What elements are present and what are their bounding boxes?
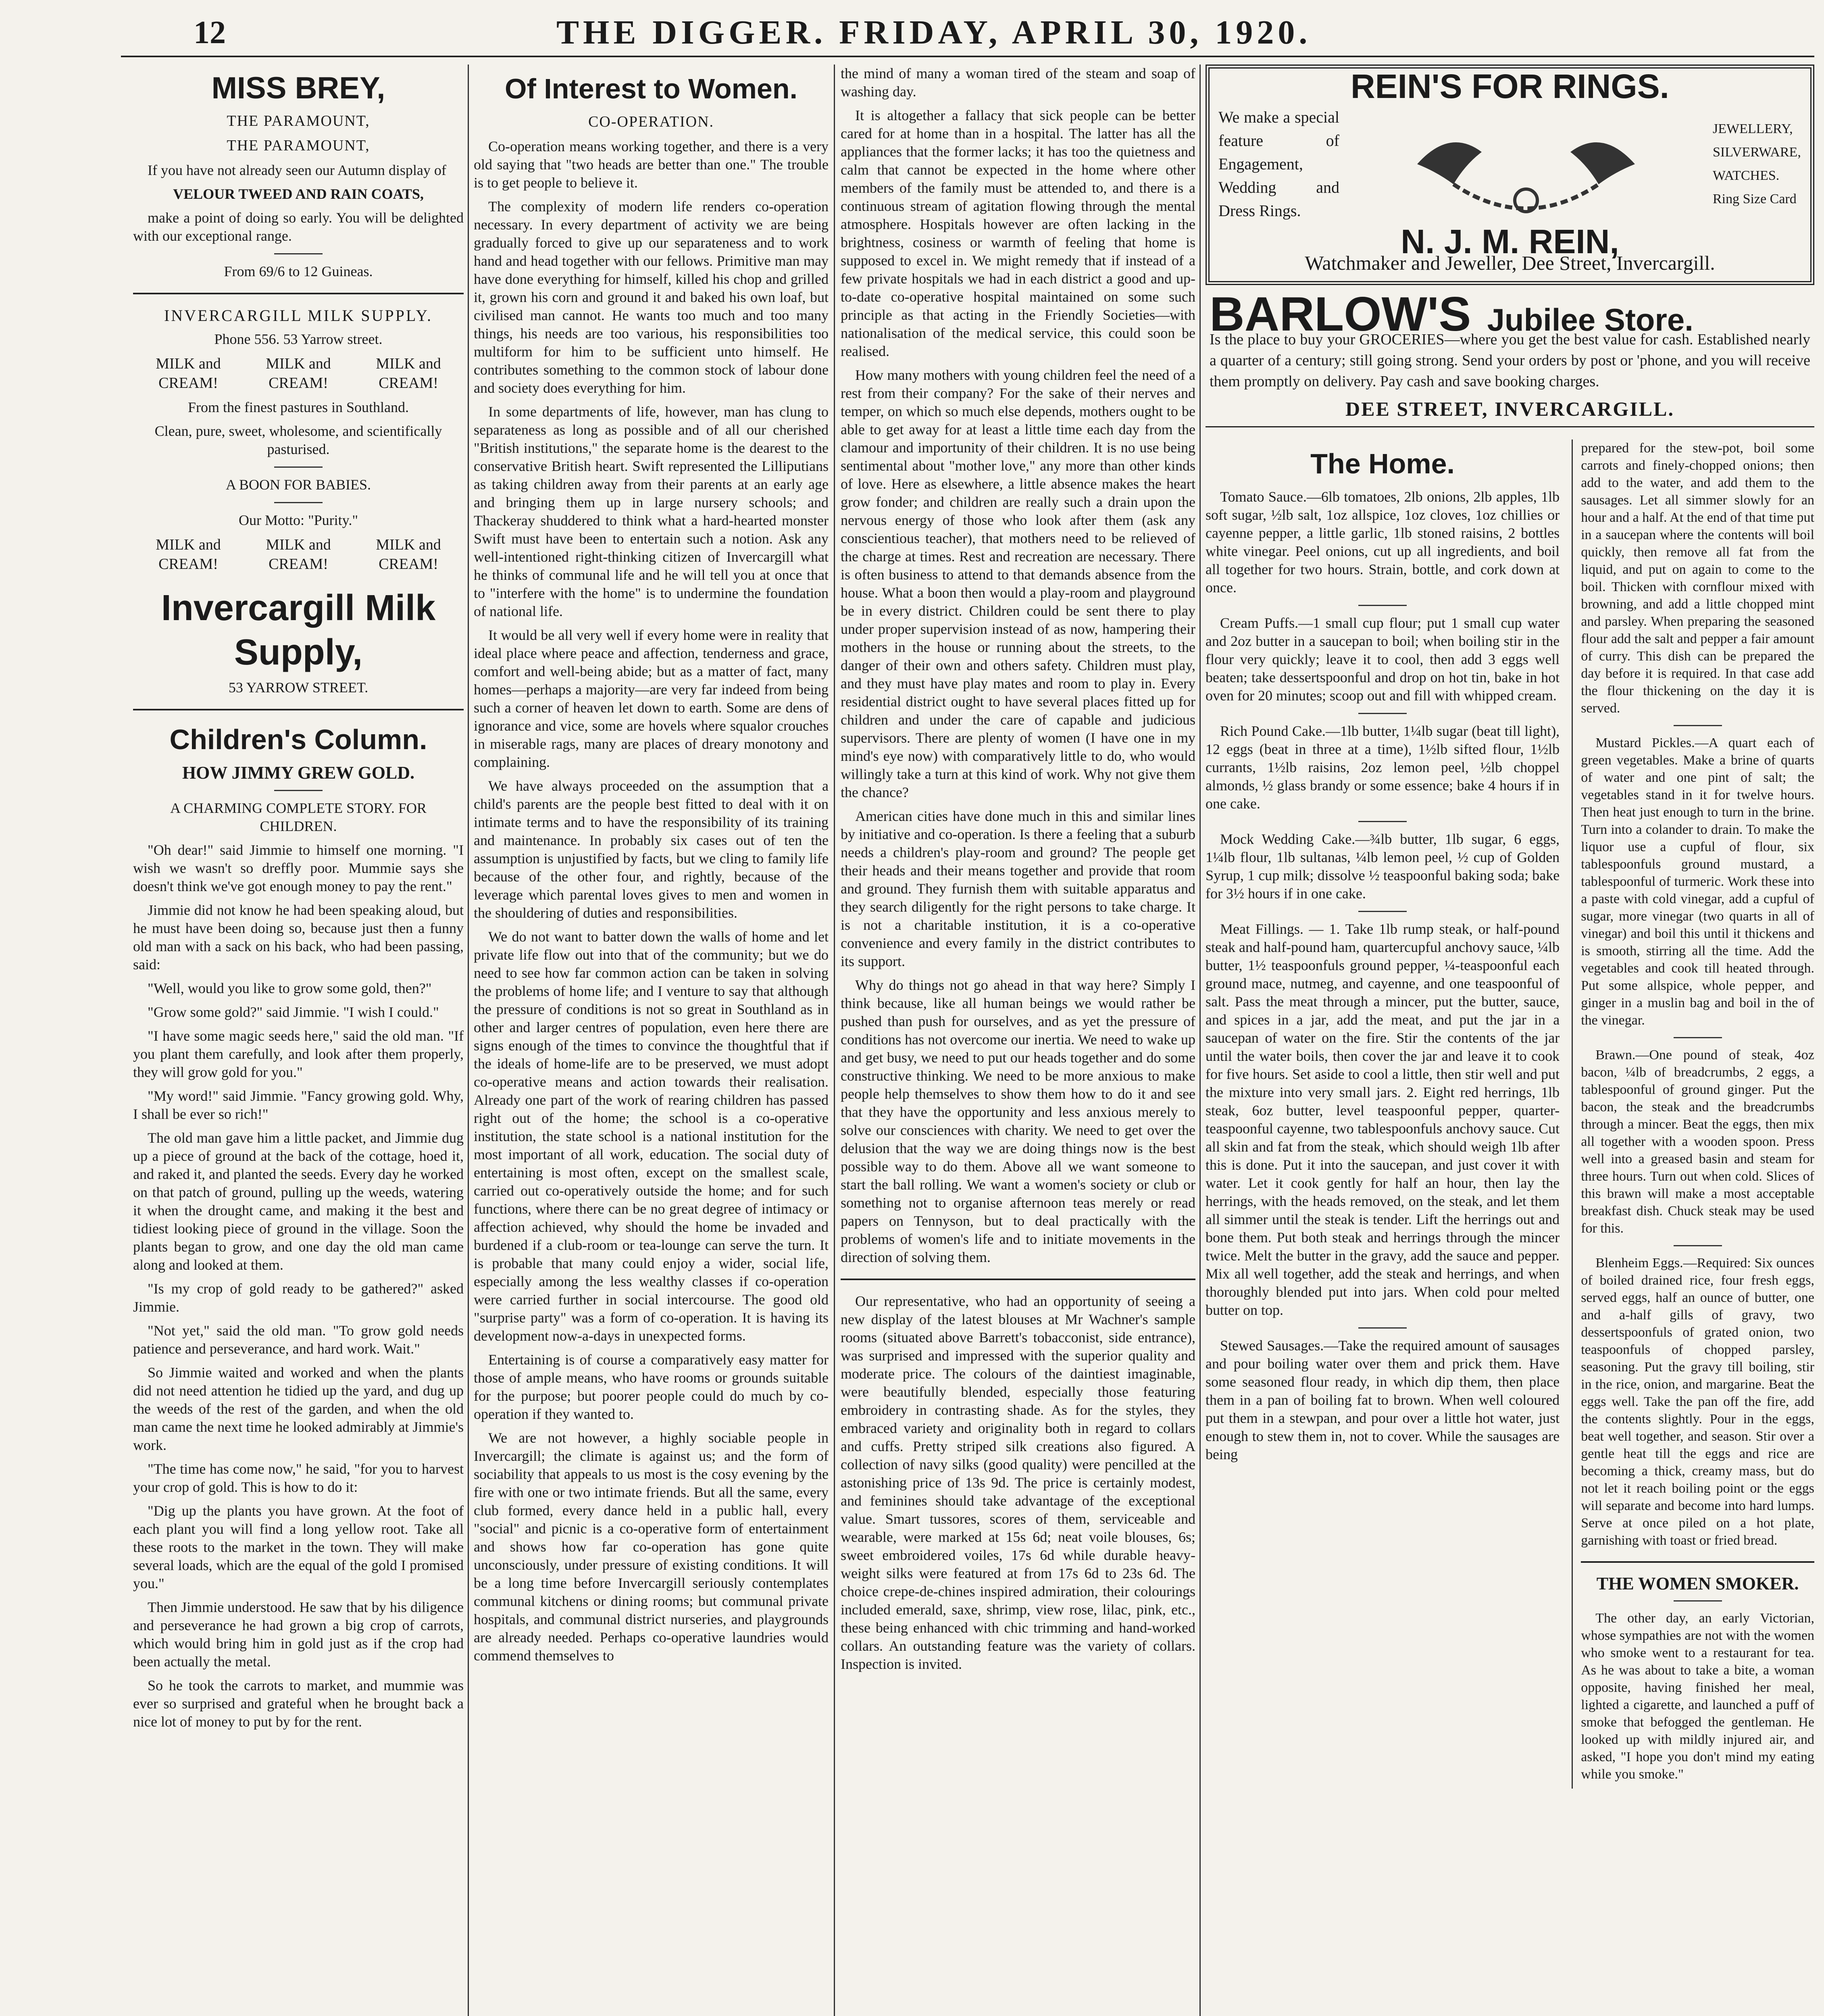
paragraph: How many mothers with young children feel the need of a rest from their company? For the sake of their nerves and temper, on which so much else depends, mothers ought to be able to get away for at least a little time each day from the clamour and importunity of their children. It is no use being sentimental about "mother love," any more than other kinds of love. Here as elsewhere, a little absence makes the heart grow fonder; and children are really such a drain upon the nervous energy of those who look after them (ask any conscientious teacher), that mothers need to be relieved of the charge at times. Rest and recreation are necessary. There is often business to attend to that demands absence from the house. What a boon then would a play-room and playground be in every district. Children could be sent there to play under proper supervision instead of as now, hampering their mothers in the house or running about the streets, to the danger of their own and others safety. Children must play, and they must have play mates and room to play in. Every residential district ought to have several places fitted up for children and under the care of capable and judicious supervisors. There are plenty of women (I have one in my mind's eye now) with comparatively little to do, who would willingly take a turn at this kind of work. Why not give them the chance? [841, 367, 1195, 800]
column-rule [834, 65, 835, 2016]
paragraph: "I have some magic seeds here," said the old man. "If you plant them carefully, and look after them properly, they will grow gold for you." [133, 1028, 464, 1080]
paragraph: So Jimmie waited and worked and when the plants did not need attention he tidied up the yard, and dug up the weeds of the rest of the garden, and when the old man came the next time he looked admirably at Jimmie's work. [133, 1364, 464, 1453]
paragraph: "My word!" said Jimmie. "Fancy growing gold. Why, I shall be ever so rich!" [133, 1088, 464, 1122]
ad-row [1218, 104, 1801, 225]
milk-cream-row [141, 535, 456, 574]
recipe: Mustard Pickles.—A quart each of green vegetables. Make a brine of quarts of water and one pint of salt; the vegetables stand in it for twelve hours. Then heat just enough to turn in the brine. Turn into a colander to drain. To make the liquor use a cupful of flour, six tablespoonfuls ground mustard, a tablespoonful of turmeric. Work these into a paste with cold vinegar, add a cupful of sugar, more vinegar (two quarts in all of vinegar) and boil this until it thickens and is smooth, stirring all the time. Add the vegetables and cook till heated through. Put some allspice, whole pepper, and ginger in a muslin bag and boil in the of the vinegar. [1581, 735, 1814, 1028]
separator [274, 502, 323, 503]
ad-phone: Phone 556. 53 Yarrow street. [214, 331, 383, 347]
separator [1674, 1245, 1722, 1246]
ad-right-text: JEWELLERY, SILVERWARE, WATCHES. Ring Size Card [1713, 121, 1801, 206]
ad-subtitle: THE PARAMOUNT, [227, 137, 370, 154]
paragraph: We have always proceeded on the assumption that a child's parents are the people best fitted to deal with it on intimate terms and to have the responsibility of its training and maintenance. In probably six cases out of ten the assumption is unjustified by facts, but we cling to family life because of the other four, and rightly, because of the leverage which parental loves gives to men and women in the shouldering of duties and responsibilities. [474, 778, 829, 921]
newspaper-title: THE DIGGER. FRIDAY, APRIL 30, 1920. [556, 14, 1312, 51]
paragraph: Co-operation means working together, and there is a very old saying that "two heads are better than one." The trouble is to get people to believe it. [474, 138, 829, 191]
ad-company-name: Invercargill Milk Supply, [161, 588, 436, 673]
section-heading: The Home. [1310, 448, 1455, 479]
milk-cream: MILK and CREAM! [266, 536, 331, 573]
ad-title: MISS BREY, [211, 71, 385, 105]
column-rule [1199, 65, 1201, 2016]
paragraph: In some departments of life, however, man has clung to separateness as long as possible and of all our cherished "British institutions," the separate home is the dearest to the conservative British heart. Swift represented the Lilliputians as taking children away from their parents at an early age and bringing them up in large nursery schools; and Thackeray shuddered to think what a hard-hearted monster Swift must have been to entertain such a notion. Ask any well-intentioned right-thinking citizen of Invercargill what he thinks of communal life and he will tell you at once that to "interfere with the home" is to undermine the foundation of national life. [474, 404, 829, 619]
milk-cream: MILK and CREAM! [266, 355, 331, 392]
story-title: HOW JIMMY GREW GOLD. [182, 763, 415, 783]
section-heading: Children's Column. [169, 724, 427, 755]
recipe: Cream Puffs.—1 small cup flour; put 1 small cup water and 2oz butter in a saucepan to boil; when boiling stir in the flour very quickly; leave it to cool, then add 3 eggs well beaten; take dessertspoonful and drop on hot tin, bake in hot oven for 20 minutes; scoop out and fill with whipped cream. [1206, 615, 1560, 704]
milk-cream: MILK and CREAM! [376, 536, 441, 573]
milk-cream: MILK and CREAM! [376, 355, 441, 392]
divider [133, 293, 464, 294]
childrens-column [133, 723, 464, 1731]
milk-cream-row [141, 354, 456, 393]
recipe: Brawn.—One pound of steak, 4oz bacon, ¼lb of breadcrumbs, 2 eggs, a tablespoonful of ground ginger. Put the bacon, the steak and the breadcrumbs through a mincer. Beat the eggs, then mix all together with a wooden spoon. Press well into a greased basin and steam for three hours. Turn out when cold. Slices of this brawn will make a most acceptable breakfast dish. Chuck steak may be used for this. [1581, 1048, 1814, 1236]
column-rule [468, 65, 469, 2016]
paragraph: It would be all very well if every home were in reality that ideal place where peace and affection, tenderness and grace, comfort and well-being abide; but as a matter of fact, many homes—perhaps a majority—are very far indeed from being such a corner of heaven let down to earth. Some are dens of ignorance and vice, some are hovels where squalor crouches in miserable rags, many are places of dreary monotony and complaining. [474, 627, 829, 770]
paragraph: "The time has come now," he said, "for you to harvest your crop of gold. This is how to do it: [133, 1461, 464, 1495]
ad-left-text: We make a special feature of Engagement, Wedding and Dress Rings. [1218, 108, 1339, 220]
paragraph: Then Jimmie understood. He saw that by his diligence and perseverance he had grown a big crop of carrots, which would bring him in gold just as if the crop had been actually the metal. [133, 1599, 464, 1670]
recipe: Blenheim Eggs.—Required: Six ounces of boiled drained rice, four fresh eggs, served eggs, half an ounce of butter, one and a-half gills of gravy, two dessertspoonfuls of grated onion, two teaspoonfuls of chopped parsley, seasoning. Put the gravy till boiling, stir in the rice, onion, and margarine. Beat the eggs well. Take the pan off the fire, add the contents slightly. Pour in the eggs, beat well together, and season. Stir over a gentle heat till the eggs and rice are becoming a thick, creamy mass, but do not let it reach boiling point or the eggs will separate and become into hard lumps. Serve at once piled on a hot plate, garnishing with toast or fried bread. [1581, 1256, 1814, 1548]
separator [1674, 725, 1722, 726]
paragraph: Why do things not go ahead in that way here? Simply I think because, like all human beings we would rather be pushed than push for ourselves, and as yet the pressure of conditions has not overcome our inertia. We need to wake up and get busy, we need to put our heads together and do some constructive thinking. We need to be more anxious to make people help themselves to show them how to do it and see that they have the opportunity and less anxious merely to solve our consciences with charity. We need to get over the delusion that the way we are doing things now is the best possible way to do them. Above all we want someone to start the ball rolling. We want a women's society or club or something not to organise afternoon teas merely or read papers on Tennyson, but to deal practically with the problems of women's life and to initiate movements in the direction of solving them. [841, 977, 1195, 1265]
ad-text: make a point of doing so early. You will be delighted with our exceptional range. [133, 210, 464, 244]
paragraph: "Well, would you like to grow some gold, then?" [148, 980, 432, 996]
paragraph: It is altogether a fallacy that sick people can be better cared for at home than in a hospital. The latter has all the appliances that the former lacks; it has too the quietness and calm that cannot be expected in the home where other members of the family must be attended to, and there is a continuous stream of agitation flowing through the mental atmosphere. Hospitals however are often lacking in the brightness, cosiness or warmth of feeling that home is supposed to excel in. We might remedy that if instead of a few private hospitals we had in each district a good and up-to-date co-operative hospital maintained on some such principle as that acting in the Friendly Societies—with nationalisation of the medical service, this could soon be realised. [841, 107, 1195, 359]
recipe: Tomato Sauce.—6lb tomatoes, 2lb onions, 2lb apples, 1lb soft sugar, ½lb salt, 1oz allspice, 1oz cloves, 1oz chillies or cayenne pepper, a little garlic, 1lb stoned raisins, 2 bottles white vinegar. Peel onions, cut up all ingredients, and boil all together for two hours. Strain, bottle, and cork down at once. [1206, 489, 1560, 596]
separator [274, 253, 323, 254]
home-right [1572, 439, 1814, 1789]
recipe: Meat Fillings. — 1. Take 1lb rump steak, or half-pound steak and half-pound ham, quartercupful anchovy sauce, ¼lb butter, 1½ teaspoonfuls ground pepper, ¼-teaspoonful each ground mace, nutmeg, and cayenne, and one teaspoonful of salt. Pass the meat through a mincer, put the butter, sauce, and spices in a jar, add the meat, and put the jar in a saucepan of water on the fire. Stir the contents of the jar until the water boils, then cover the jar and leave it to cook for five hours. Set aside to cool a little, then stir well and put the mixture into very small jars. 2. Eight red herrings, 1lb steak, 6oz butter, level teaspoonful pepper, quarter-teaspoonful cayenne, two tablespoonfuls anchovy sauce. Cut all skin and fat from the steak, which should weigh 1lb after this is done. Put it into the saucepan, and just cover it with water. Let it cook gently for half an hour, then lay the herrings, with the heads removed, on the steak, and let them all simmer until the steak is tender. Lift the herrings out and bone them. Put both steak and herrings through the mincer twice. Melt the butter in the gravy, add the sauce and pepper. Mix all well together, add the steak and herrings, and when thoroughly blended put into jars. When cold pour melted butter on top. [1206, 921, 1560, 1318]
ad-text: Clean, pure, sweet, wholesome, and scientifically pasturised. [154, 423, 442, 457]
ad-rein-rings [1206, 65, 1814, 285]
article-subtitle: CO-OPERATION. [588, 113, 714, 130]
home-section [1206, 439, 1814, 1789]
paragraph: We do not want to batter down the walls of home and let private life flow out into that of the community; but we do need to see how far common action can be taken in solving the problems of home life; and I venture to say that although the pressure of conditions is not so great in Southland as in other and larger centres of population, even here there are signs enough of the times to convince the thoughtful that if the ideals of home-life are to be preserved, we must adopt co-operative means and action towards their realisation. Already one part of the work of rearing children has passed right out of the home; the school is a co-operative institution, the state school is a national institution for the most important of all work, education. The social duty of entertaining is most often, except on the smallest scale, carried out co-operatively outside the home; and for such functions, where there can be no great degree of intimacy or affection achieved, why should the home be invaded and burdened if a club-room or tea-lounge can serve the turn. It is probable that many could enjoy a wider, social life, especially among the less wealthy classes if co-operation were carried further in social intercourse. The good old "surprise party" was a form of co-operation. It is having its development now-a-days in unexpected forms. [474, 929, 829, 1344]
paragraph: "Not yet," said the old man. "To grow gold needs patience and perseverance, and hard work. Wait." [133, 1322, 464, 1357]
paragraph: "Oh dear!" said Jimmie to himself one morning. "I wish we wasn't so dreffly poor. Mummie says she doesn't think we've got enough money to pay the rent." [133, 842, 464, 894]
ad-title: REIN'S FOR RINGS. [1350, 67, 1670, 105]
column-3 [841, 65, 1195, 1679]
article-title: THE WOMEN SMOKER. [1596, 1574, 1799, 1593]
recipe: prepared for the stew-pot, boil some carrots and finely-chopped onions; then add to the water, and add them to the sausages. Let all simmer slowly for an hour and a half. At the end of that time put in a saucepan where the contents will boil quickly, then remove all fat from the liquid, and put on again to come to the boil. Thicken with cornflour mixed with browning, and add a little chopped mint and parsley. When preparing the seasoned flour add the salt and pepper a fair amount of curry. This dish can be prepared the day before it is required. In that case add the flour thickening on the day it is served. [1581, 441, 1814, 716]
ad-price: From 69/6 to 12 Guineas. [224, 263, 373, 279]
ad-address: DEE STREET, INVERCARGILL. [1345, 398, 1674, 420]
paragraph: Entertaining is of course a comparatively easy matter for those of ample means, who have rooms or grounds suitable for the purpose; but poorer people could do much by co-operation if they wanted to. [474, 1352, 829, 1422]
separator [274, 467, 323, 468]
separator [1674, 1600, 1722, 1602]
ad-company-name: N. J. M. REIN, [1401, 223, 1619, 260]
paragraph: The old man gave him a little packet, and Jimmie dug up a piece of ground at the back of the cottage, hoed it, and raked it, and planted the seeds. Every day he worked on that patch of ground, pulling up the weeds, watering it when the drought came, and making it the best and tidiest looking piece of ground in the village. Soon the plants began to grow, and one day the old man came along and looked at them. [133, 1130, 464, 1273]
separator [1358, 1327, 1407, 1329]
ad-subtitle: THE PARAMOUNT, [227, 112, 370, 129]
paragraph: So he took the carrots to market, and mummie was ever so surprised and grateful when he brought back a nice lot of money to put by for the rent. [133, 1677, 464, 1730]
separator [1358, 605, 1407, 606]
ad-boon: A BOON FOR BABIES. [225, 477, 371, 493]
divider [841, 1279, 1195, 1280]
recipe: Stewed Sausages.—Take the required amount of sausages and pour boiling water over them and prick them. Have some seasoned flour ready, in which dip them, then place them in a pan of boiling fat to brown. When well coloured put them in a stewpan, and pour over a little hot water, just enough to stew them in, not to cover. While the sausages are being [1206, 1337, 1560, 1462]
divider [1581, 1561, 1814, 1563]
ad-header: INVERCARGILL MILK SUPPLY. [164, 306, 433, 325]
story-subtitle: A CHARMING COMPLETE STORY. FOR CHILDREN. [170, 800, 427, 834]
ad-text: From the finest pastures in Southland. [188, 399, 409, 415]
milk-cream: MILK and CREAM! [156, 355, 221, 392]
ad-address: 53 YARROW STREET. [228, 679, 369, 696]
paragraph: the mind of many a woman tired of the steam and soap of washing day. [841, 65, 1195, 100]
paragraph: The other day, an early Victorian, whose sympathies are not with the women who smoke went to a restaurant for tea. As he was about to take a bite, a woman opposite, having finished her meal, lighted a cigarette, and launched a puff of smoke that befogged the gentleman. He looked up with mildly injured air, and asked, "I hope you don't mind my eating while you smoke." [1581, 1611, 1814, 1782]
ad-title-main: BARLOW'S [1210, 287, 1471, 341]
ad-text: VELOUR TWEED AND RAIN COATS, [173, 186, 424, 202]
separator [1358, 713, 1407, 714]
paragraph: Jimmie did not know he had been speaking aloud, but he must have been doing so, because just then a funny old man with a sack on his back, who had been passing, said: [133, 902, 464, 973]
milk-cream: MILK and CREAM! [156, 536, 221, 573]
paragraph: The complexity of modern life renders co-operation necessary. In every department of activity we are being gradually forced to give up our separateness and to work hand and head together with our fellows. Primitive man may have done everything for himself, killed his chop and grilled it, grown his corn and ground it and baked his own loaf, but civilised man cannot. He wants too much and too many things, his needs are too various, his responsibilities too multiform for him to be sufficient unto himself. He contributes something to the common stock of labour done and society does everything for him. [474, 198, 829, 396]
separator [1358, 821, 1407, 822]
ad-title [1210, 287, 1810, 341]
page-number: 12 [194, 15, 226, 50]
section-heading: Of Interest to Women. [505, 73, 797, 104]
ad-barlow [1206, 287, 1814, 427]
paragraph: "Dig up the plants you have grown. At the foot of each plant you will find a long yellow root. Take all these roots to the market in the town. They will make several loads, which are the equal of the gold I promised you." [133, 1503, 464, 1591]
separator [1674, 1037, 1722, 1038]
paragraph: "Grow some gold?" said Jimmie. "I wish I could." [148, 1004, 439, 1020]
paragraph: "Is my crop of gold ready to be gathered?" asked Jimmie. [133, 1281, 464, 1315]
column-1 [133, 65, 464, 1737]
divider [133, 709, 464, 710]
ad-miss-brey [133, 70, 464, 281]
ad-text: If you have not already seen our Autumn display of [148, 162, 446, 178]
ad-title-secondary: Jubilee Store. [1487, 302, 1693, 337]
home-left [1206, 439, 1560, 1789]
ad-milk-supply [133, 306, 464, 697]
separator [274, 790, 323, 791]
right-columns [1206, 65, 1814, 1789]
separator [1358, 911, 1407, 912]
recipe: Rich Pound Cake.—1lb butter, 1¼lb sugar (beat till light), 12 eggs (beat in three at a time), 1½lb sifted flour, 1½lb currants, 1½lb raisins, 2oz lemon peel, ½lb choppel almonds, ½ glass brandy or some essence; bake 4 hours if in one cake. [1206, 723, 1560, 812]
column-2 [474, 65, 829, 1670]
ad-subtitle: Watchmaker and Jeweller, Dee Street, Invercargill. [1305, 252, 1715, 274]
ad-text: Is the place to buy your GROCERIES—where you get the best value for cash. Established nearly a quarter of a century; still going strong. Send your orders by post or 'phone, and you will receive them promptly on delivery. Pay cash and save booking charges. [1210, 331, 1810, 390]
ad-motto: Our Motto: "Purity." [238, 512, 358, 528]
masthead [121, 11, 1814, 57]
recipe: Mock Wedding Cake.—¾lb butter, 1lb sugar, 6 eggs, 1¼lb flour, 1lb sultanas, ¼lb lemon peel, ½ cup of Golden Syrup, 1 cup milk; dissolve ½ teaspoonful baking soda; bake for 3½ hours if in one cake. [1206, 831, 1560, 902]
birds-ring-illustration [1401, 104, 1651, 225]
paragraph: We are not however, a highly sociable people in Invercargill; the climate is against us; and the form of sociability that appeals to us most is the cosy evening by the fire with one or two intimate friends. But all the same, every club formed, every dance held in a public hall, every "social" and picnic is a co-operative form of entertainment and shows how far co-operation has gone quite unconsciously, under pressure of existing conditions. It will be a long time before Invercargill seriously contemplates communal kitchens or dining rooms; but communal private hospitals, and communal district nurseries, and playgrounds are already needed. Perhaps co-operative laundries would commend themselves to [474, 1430, 829, 1664]
blouse-report: Our representative, who had an opportunity of seeing a new display of the latest blouses at Mr Wachner's sample rooms (situated above Barrett's tobacconist, side entrance), was surprised and impressed with the superior quality and moderate price. The colours of the daintiest imaginable, were beautifully blended, especially those featuring embroidery in contrasting shade. As for the styles, they embraced variety and originality both in regard to collars and cuffs. Pretty striped silk creations also figured. A collection of navy silks (good quality) were pencilled at the astonishing price of 13s 9d. The price is certainly modest, and feminines should take advantage of the exceptional value. Smart tussores, scores of them, serviceable and wearable, were marked at 15s 6d; neat voile blouses, 6s; sweet embroidered voiles, 17s 6d while durable heavy-weight silks were featured at from 17s 6d to 23s 6d. The choice crepe-de-chines inspired admiration, their colourings included emerald, saxe, shrimp, view rose, lilac, pink, etc., these being enhanced with chic trimming and hand-worked collars. An outstanding feature was the variety of collars. Inspection is invited. [841, 1293, 1195, 1672]
paragraph: American cities have done much in this and similar lines by initiative and co-operation. Is there a feeling that a suburb needs a children's play-room and ground? The people get their heads and their means together and provide that room and ground. They furnish them with suitable apparatus and they search diligently for the right persons to take charge. It is not a charitable institution, it is a co-operative convenience and every family in the district contributes to its support. [841, 808, 1195, 969]
